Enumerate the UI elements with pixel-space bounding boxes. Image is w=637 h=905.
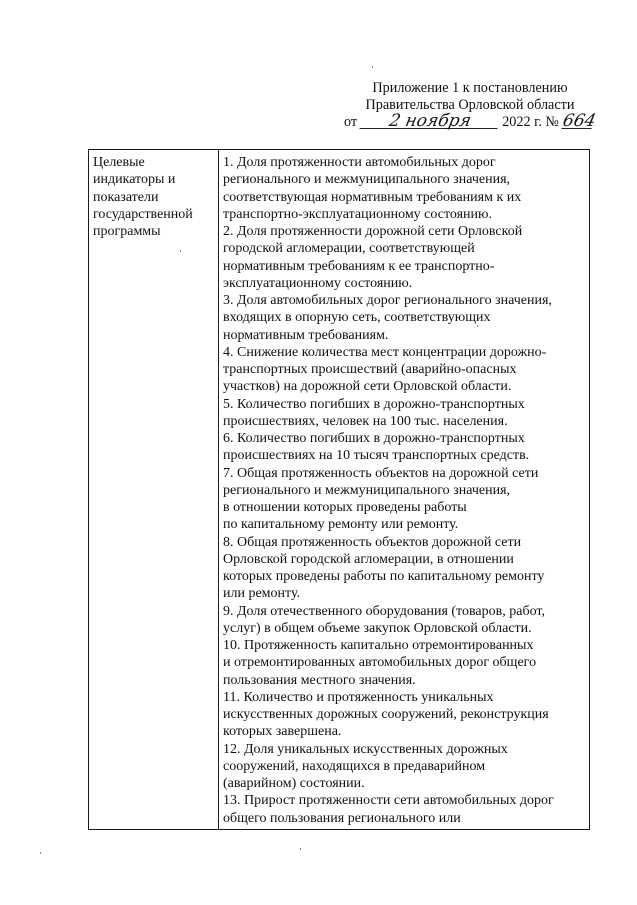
indicator-item: 13. Прирост протяженности сети автомобильных дорог общего пользования регионального или [223, 793, 554, 826]
year-number-label: 2022 г. № [502, 114, 559, 130]
appendix-title: Приложение 1 к постановлению [372, 80, 568, 96]
scan-speck [180, 250, 181, 252]
appendix-date-line [330, 111, 610, 131]
indicator-item: 5. Количество погибших в дорожно-транспортных происшествиях, человек на 100 тыс. населения. [223, 396, 525, 429]
date-prefix: от [344, 114, 358, 130]
scan-speck [372, 66, 373, 68]
scan-speck [300, 848, 301, 850]
indicator-item: 4. Снижение количества мест концентрации дорожно- транспортных происшествий (аварийно-опасных участков) на дорожной сети Орловской области. [223, 344, 547, 395]
appendix-authority: Правительства Орловской области [365, 97, 575, 113]
indicator-item: 11. Количество и протяженность уникальных искусственных дорожных сооружений, реконструкция которых завершена. [223, 689, 549, 740]
scan-speck [477, 325, 478, 327]
indicator-item: 2. Доля протяженности дорожной сети Орловской городской агломерации, соответствующей нормативным требованиям к ее транспортно- эксплуатационному состоянию. [223, 224, 523, 291]
program-indicators-table [88, 149, 590, 830]
indicators-label-cell: Целевые индикаторы и показатели государственной программы [89, 150, 219, 830]
indicator-item: 10. Протяженность капитально отремонтированных и отремонтированных автомобильных дорог общего пользования местного значения. [223, 638, 537, 688]
indicator-item: 12. Доля уникальных искусственных дорожных сооружений, находящихся в предаварийном (аварийном) состоянии. [223, 741, 508, 791]
handwritten-date: 2 ноября [359, 114, 500, 129]
indicators-list-cell [219, 150, 590, 830]
indicator-item: 8. Общая протяженность объектов дорожной сети Орловской городской агломерации, в отношении которых проведены работы по капитальному ремонту или ремонту. [223, 534, 545, 602]
document-header [330, 80, 610, 131]
indicator-item: 1. Доля протяженности автомобильных дорог регионального и межмуниципального значения, соответствующая нормативным требованиям к их транспортно-эксплуатационному состоянию. [223, 155, 522, 222]
indicator-item: 9. Доля отечественного оборудования (товаров, работ, услуг) в общем объеме закупок Орловской области. [223, 603, 545, 636]
indicator-item: 6. Количество погибших в дорожно-транспортных происшествиях на 10 тысяч транспортных средств. [223, 431, 530, 464]
table-row [89, 150, 590, 830]
handwritten-number: 664 [560, 111, 598, 131]
indicator-item: 7. Общая протяженность объектов на дорожной сети регионального и межмуниципального значения, в отношении которых проведены работы по капитальному ремонту или ремонту. [223, 465, 539, 533]
scan-speck [40, 852, 41, 854]
indicator-item: 3. Доля автомобильных дорог регионального значения, входящих в опорную сеть, соответствующих нормативным требованиям. [223, 293, 552, 343]
